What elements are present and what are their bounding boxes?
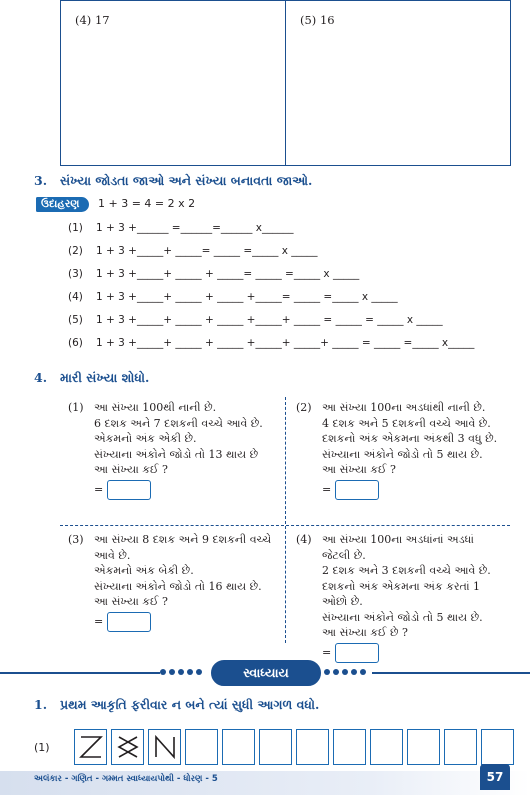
puzzle-clue-text: આ સંખ્યા 8 દશક અને 9 દશકની વચ્ચે xyxy=(94,533,272,546)
pattern-empty-cell[interactable] xyxy=(296,729,329,765)
svadhyay-question-1-title: પ્રથમ આકૃતિ ફરીવાર ન બને ત્યાં સુધી આગળ વધો. xyxy=(60,697,320,712)
puzzle-clue-line xyxy=(68,462,277,478)
puzzle-clue-text: એકમનો અંક એકી છે. xyxy=(94,432,197,445)
equation-row-label: (4) xyxy=(68,291,83,303)
answer-cell-4: (4) 17 xyxy=(75,13,110,27)
puzzle-cell-label xyxy=(68,563,94,579)
answer-equals: = xyxy=(94,614,104,628)
banner-dots-right xyxy=(324,669,366,675)
pattern-row-label: (1) xyxy=(34,740,50,754)
puzzle-clue-line xyxy=(68,416,277,432)
puzzle-clue-line xyxy=(296,579,505,610)
pattern-cell-rotated-z xyxy=(111,729,144,765)
pattern-empty-cell[interactable] xyxy=(444,729,477,765)
puzzle-clue-line xyxy=(296,532,505,563)
banner-line-left xyxy=(0,672,160,674)
puzzle-cell-4 xyxy=(288,529,513,659)
puzzle-clue-line xyxy=(296,610,505,626)
question-4-number: 4. xyxy=(34,370,48,385)
puzzle-cell-label xyxy=(296,462,322,478)
answer-equals: = xyxy=(94,482,104,496)
puzzle-clue-text: સંખ્યાના અંકોને જોડો તો 5 થાય છે. xyxy=(322,447,483,461)
equation-row xyxy=(68,337,474,349)
equation-row-text: 1 + 3 +_____+ _____ + _____ +_____= _____ =_____ x _____ xyxy=(96,291,398,303)
pattern-empty-cell[interactable] xyxy=(370,729,403,765)
pattern-cell-z xyxy=(74,729,107,765)
grid-divider-vertical xyxy=(285,397,286,643)
equation-row-label: (1) xyxy=(68,222,83,234)
puzzle-cell-label xyxy=(68,447,94,463)
equation-row-label: (3) xyxy=(68,268,83,280)
puzzle-clue-line xyxy=(68,594,277,610)
puzzle-cell-label: (2) xyxy=(296,401,312,414)
pattern-cells xyxy=(74,729,518,765)
footer-text: અલંકાર - ગણિત - ગમ્મત સ્વાધ્યાયપોથી - ધોરણ - 5 xyxy=(34,774,218,784)
z-shape-icon xyxy=(78,733,104,761)
puzzle-cell-label xyxy=(68,416,94,432)
puzzle-cell-label xyxy=(296,579,322,610)
answer-equals: = xyxy=(322,645,332,659)
top-answer-box xyxy=(60,0,511,166)
puzzle-cell-label xyxy=(68,431,94,447)
puzzle-cell-label xyxy=(296,447,322,463)
pattern-empty-cell[interactable] xyxy=(222,729,255,765)
question-3-heading xyxy=(34,173,312,189)
example-tag: ઉદાહરણ xyxy=(36,197,89,212)
puzzle-clue-text: સંખ્યાના અંકોને જોડો તો 13 થાય છે xyxy=(94,447,259,461)
equation-row-text: 1 + 3 +_____+ _____ + _____= _____ =_____ x _____ xyxy=(96,268,360,280)
svadhyay-title: સ્વાધ્યાય xyxy=(211,660,321,686)
equation-row xyxy=(68,222,293,234)
answer-box[interactable] xyxy=(107,480,151,500)
puzzle-clue-text: આ સંખ્યા કઈ ? xyxy=(94,595,168,608)
pattern-empty-cell[interactable] xyxy=(333,729,366,765)
page-number: 57 xyxy=(480,764,510,790)
puzzle-clue-text: દશકનો અંક એકમના અંક કરતાં 1 ઓછો છે. xyxy=(322,579,481,608)
puzzle-cell-label: (1) xyxy=(68,401,84,414)
equation-row-label: (6) xyxy=(68,337,83,349)
svadhyay-question-1-number: 1. xyxy=(34,697,48,712)
answer-area xyxy=(94,480,277,500)
puzzle-cell-label xyxy=(68,462,94,478)
puzzle-clue-text: આ સંખ્યા કઈ ? xyxy=(322,463,396,476)
svadhyay-banner xyxy=(0,660,530,686)
puzzle-clue-line xyxy=(68,579,277,595)
puzzle-clue-line xyxy=(296,563,505,579)
puzzle-clue-line xyxy=(296,625,505,641)
puzzle-cell-label: (3) xyxy=(68,533,84,546)
puzzle-clue-line xyxy=(68,563,277,579)
puzzle-cell-label xyxy=(296,625,322,641)
puzzle-cell-label xyxy=(68,579,94,595)
puzzle-clue-text: આવે છે. xyxy=(94,548,131,562)
answer-equals: = xyxy=(322,482,332,496)
puzzle-clue-text: આ સંખ્યા 100થી નાની છે. xyxy=(94,401,217,414)
puzzle-clue-text: 2 દશક અને 3 દશકની વચ્ચે આવે છે. xyxy=(322,564,491,577)
puzzle-clue-text: 4 દશક અને 5 દશકની વચ્ચે આવે છે. xyxy=(322,416,491,430)
answer-box[interactable] xyxy=(107,612,151,632)
puzzle-clue-line xyxy=(296,431,505,447)
equation-row-text: 1 + 3 +______ =______=______ x______ xyxy=(96,222,294,234)
puzzle-cell-label: (4) xyxy=(296,533,312,546)
grid-divider-horizontal xyxy=(60,525,510,526)
n-shape-icon xyxy=(152,733,178,761)
puzzle-clue-text: સંખ્યાના અંકોને જોડો તો 16 થાય છે. xyxy=(94,579,262,593)
question-4-heading xyxy=(34,370,149,386)
equation-row xyxy=(68,245,318,257)
puzzle-clue-text: એકમનો અંક બેકી છે. xyxy=(94,564,194,577)
pattern-row xyxy=(34,729,518,765)
answer-area xyxy=(322,480,505,500)
banner-dots-left xyxy=(160,669,202,675)
puzzle-clue-text: આ સંખ્યા કઈ ? xyxy=(94,463,168,476)
equation-row-text: 1 + 3 +_____+ _____ + _____ +_____+ _____ = _____ = _____ x _____ xyxy=(96,314,443,326)
puzzle-clue-text: આ સંખ્યા કઈ છે ? xyxy=(322,626,408,639)
puzzle-clue-line xyxy=(296,447,505,463)
puzzle-clue-line xyxy=(296,462,505,478)
example-equation: 1 + 3 = 4 = 2 x 2 xyxy=(98,197,196,210)
question-3-title: સંખ્યા જોડતા જાઓ અને સંખ્યા બનાવતા જાઓ. xyxy=(60,173,313,188)
equation-row-label: (2) xyxy=(68,245,83,257)
puzzle-clue-line xyxy=(68,548,277,564)
puzzle-clue-line xyxy=(68,431,277,447)
puzzle-cell-2 xyxy=(288,397,513,520)
puzzle-clue-line xyxy=(68,532,277,548)
answer-cell-5: (5) 16 xyxy=(285,1,510,165)
answer-box[interactable] xyxy=(335,480,379,500)
equation-row xyxy=(68,291,398,303)
pattern-empty-cell[interactable] xyxy=(259,729,292,765)
pattern-empty-cell[interactable] xyxy=(185,729,218,765)
puzzle-clue-text: આ સંખ્યા 100ના અડધાંનાં અડધાં જેટલી છે. xyxy=(322,533,474,562)
answer-area xyxy=(94,612,277,632)
puzzle-clue-line xyxy=(68,447,277,463)
puzzle-cell-label xyxy=(68,594,94,610)
equation-row-text: 1 + 3 +_____+ _____= _____ =_____ x _____ xyxy=(96,245,318,257)
puzzle-clue-text: સંખ્યાના અંકોને જોડો તો 5 થાય છે. xyxy=(322,610,483,624)
puzzle-cell-1 xyxy=(60,397,285,520)
svadhyay-question-1-heading xyxy=(34,697,319,713)
equation-row xyxy=(68,314,443,326)
puzzle-clue-text: આ સંખ્યા 100ના અડધાંથી નાની છે. xyxy=(322,401,486,414)
pattern-empty-cell[interactable] xyxy=(481,729,514,765)
puzzle-clue-line xyxy=(296,400,505,416)
puzzle-cell-label xyxy=(68,548,94,564)
banner-line-right xyxy=(372,672,530,674)
puzzle-cell-3 xyxy=(60,529,285,652)
puzzle-clue-line xyxy=(68,400,277,416)
puzzle-cell-label xyxy=(296,610,322,626)
pattern-empty-cell[interactable] xyxy=(407,729,440,765)
puzzle-clue-text: દશકનો અંક એકમના અંકથી 3 વધુ છે. xyxy=(322,432,498,445)
puzzle-cell-label xyxy=(296,563,322,579)
rotated-z-shape-icon xyxy=(115,733,141,761)
equation-row-text: 1 + 3 +_____+ _____ + _____ +_____+ _____+ _____ = _____ =_____ x_____ xyxy=(96,337,475,349)
puzzle-clue-line xyxy=(296,416,505,432)
question-3-number: 3. xyxy=(34,173,48,188)
page-footer xyxy=(0,771,530,795)
puzzle-cell-label xyxy=(296,416,322,432)
number-puzzle-grid xyxy=(60,397,510,659)
equation-row-label: (5) xyxy=(68,314,83,326)
puzzle-clue-text: 6 દશક અને 7 દશકની વચ્ચે આવે છે. xyxy=(94,416,263,430)
puzzle-cell-label xyxy=(296,431,322,447)
question-4-title: મારી સંખ્યા શોધો. xyxy=(60,370,150,385)
pattern-cell-n xyxy=(148,729,181,765)
equation-row xyxy=(68,268,359,280)
